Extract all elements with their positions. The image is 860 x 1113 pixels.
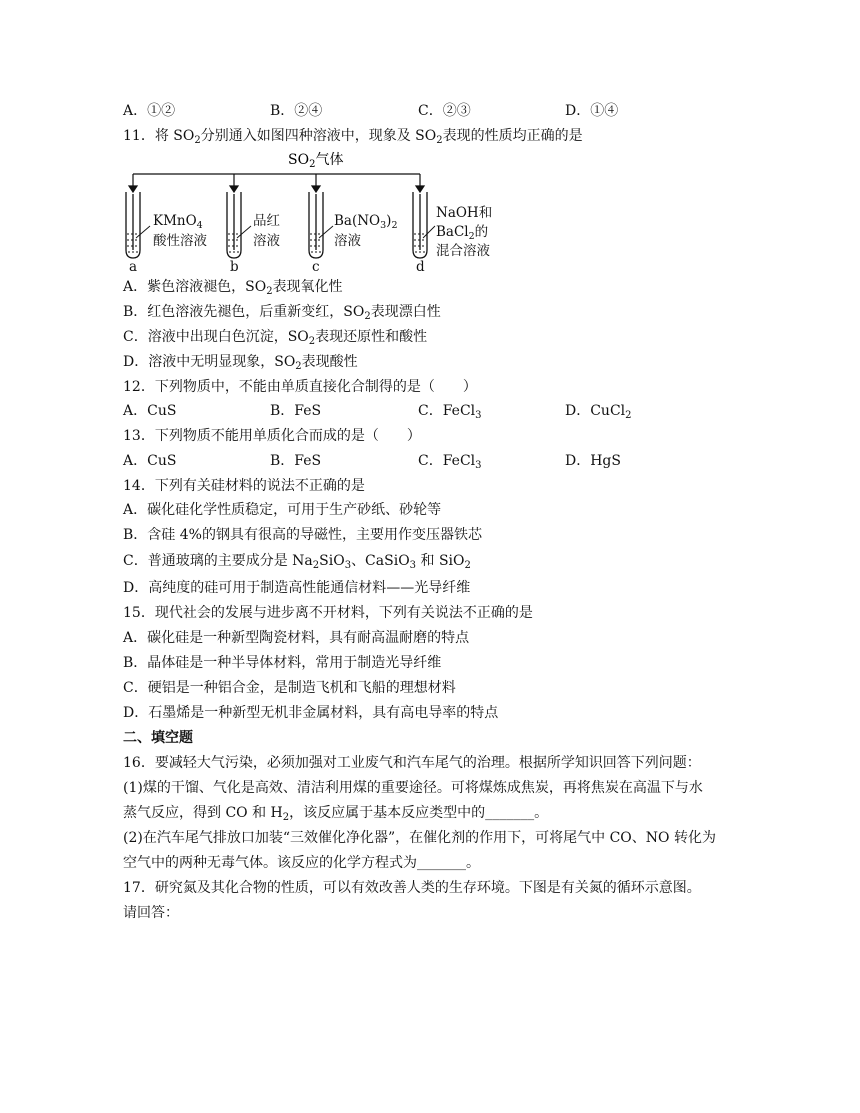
q10-option-c: C．②③ bbox=[418, 103, 471, 119]
q16-part2-line1: (2)在汽车尾气排放口加装“三效催化净化器”，在催化剂的作用下，可将尾气中 CO、NO 转化为 bbox=[123, 830, 716, 846]
q16-part2-line2: 空气中的两种无毒气体。该反应的化学方程式为_______。 bbox=[123, 855, 480, 871]
q15-option-d: D．石墨烯是一种新型无机非金属材料，具有高电导率的特点 bbox=[123, 705, 499, 721]
q13-option-b: B．FeS bbox=[270, 453, 322, 469]
test-tube-diagram bbox=[123, 150, 523, 275]
q11-option-c: C．溶液中出现白色沉淀，$SO_2$表现还原性和酸性 bbox=[123, 329, 428, 347]
q13-option-a: A．CuS bbox=[123, 453, 177, 469]
q11-stem: 11．将 $SO_2$分别通入如图四种溶液中，现象及 $SO_2$表现的性质均正确的是 bbox=[123, 128, 583, 146]
q15-option-c: C．硬铝是一种铝合金，是制造飞机和飞船的理想材料 bbox=[123, 680, 456, 696]
q12-option-c: C．FeCl$_3$ bbox=[418, 403, 482, 421]
tube-a-label-2: 酸性溶液 bbox=[153, 233, 207, 249]
q12-option-b: B．FeS bbox=[270, 403, 322, 419]
tube-a-label-1: KMnO$_4$ bbox=[153, 213, 203, 231]
tube-letter-d: d bbox=[416, 259, 425, 275]
q15-option-b: B．晶体硅是一种半导体材料，常用于制造光导纤维 bbox=[123, 655, 442, 671]
q16-part1-line1: (1)煤的干馏、气化是高效、清洁利用煤的重要途径。可将煤炼成焦炭，再将焦炭在高温下与水 bbox=[123, 780, 703, 796]
q16-stem: 16．要减轻大气污染，必须加强对工业废气和汽车尾气的治理。根据所学知识回答下列问题： bbox=[123, 755, 701, 771]
q14-option-d: D．高纯度的硅可用于制造高性能通信材料——光导纤维 bbox=[123, 580, 471, 596]
q11-option-b: B．红色溶液先褪色，后重新变红，$SO_2$表现漂白性 bbox=[123, 304, 441, 322]
tube-letter-a: a bbox=[129, 259, 138, 275]
tube-d-label-3: 混合溶液 bbox=[436, 243, 490, 259]
q15-stem: 15．现代社会的发展与进步离不开材料，下列有关说法不正确的是 bbox=[123, 605, 533, 621]
q13-option-c: C．FeCl$_3$ bbox=[418, 453, 482, 471]
q14-stem: 14．下列有关硅材料的说法不正确的是 bbox=[123, 478, 365, 494]
section-heading-fill-in: 二、填空题 bbox=[123, 730, 193, 746]
tube-b-label-1: 品红 bbox=[253, 213, 280, 229]
q17-stem-cont: 请回答： bbox=[123, 905, 179, 921]
q10-option-b: B．②④ bbox=[270, 103, 323, 119]
tube-letter-b: b bbox=[230, 259, 239, 275]
q16-part1-line2: 蒸气反应，得到 CO 和 $H_2$，该反应属于基本反应类型中的_______。 bbox=[123, 805, 549, 823]
q12-option-a: A．CuS bbox=[123, 403, 177, 419]
tube-d-label-2: BaCl$_2$的 bbox=[436, 224, 489, 242]
q15-option-a: A．碳化硅是一种新型陶瓷材料，具有耐高温耐磨的特点 bbox=[123, 630, 470, 646]
tube-c-label-2: 溶液 bbox=[334, 233, 361, 249]
q17-stem: 17．研究氮及其化合物的性质，可以有效改善人类的生存环境。下图是有关氮的循环示意图。 bbox=[123, 880, 701, 896]
q10-option-a: A．①② bbox=[123, 103, 176, 119]
q12-stem: 12．下列物质中，不能由单质直接化合制得的是（ ） bbox=[123, 379, 477, 395]
q13-option-d: D．HgS bbox=[565, 453, 621, 469]
tube-b-label-2: 溶液 bbox=[253, 233, 280, 249]
q12-option-d: D．CuCl$_2$ bbox=[565, 403, 632, 421]
q14-option-c: C．普通玻璃的主要成分是 $Na_2SiO_3$、CaSiO$_3$ 和 SiO$_2$ bbox=[123, 553, 471, 571]
tube-d-label-1: NaOH和 bbox=[436, 205, 493, 221]
q10-option-d: D．①④ bbox=[565, 103, 619, 119]
q11-option-a: A．紫色溶液褪色，$SO_2$表现氧化性 bbox=[123, 279, 343, 297]
tube-letter-c: c bbox=[312, 259, 320, 275]
q13-stem: 13．下列物质不能用单质化合而成的是（ ） bbox=[123, 428, 421, 444]
q11-option-d: D．溶液中无明显现象，$SO_2$表现酸性 bbox=[123, 354, 358, 372]
gas-label: $SO_2$气体 bbox=[288, 152, 344, 170]
q14-option-a: A．碳化硅化学性质稳定，可用于生产砂纸、砂轮等 bbox=[123, 502, 442, 518]
tube-c-label-1: $Ba(NO_3)_2$ bbox=[334, 213, 398, 231]
q14-option-b: B．含硅 4%的钢具有很高的导磁性，主要用作变压器铁芯 bbox=[123, 527, 482, 543]
